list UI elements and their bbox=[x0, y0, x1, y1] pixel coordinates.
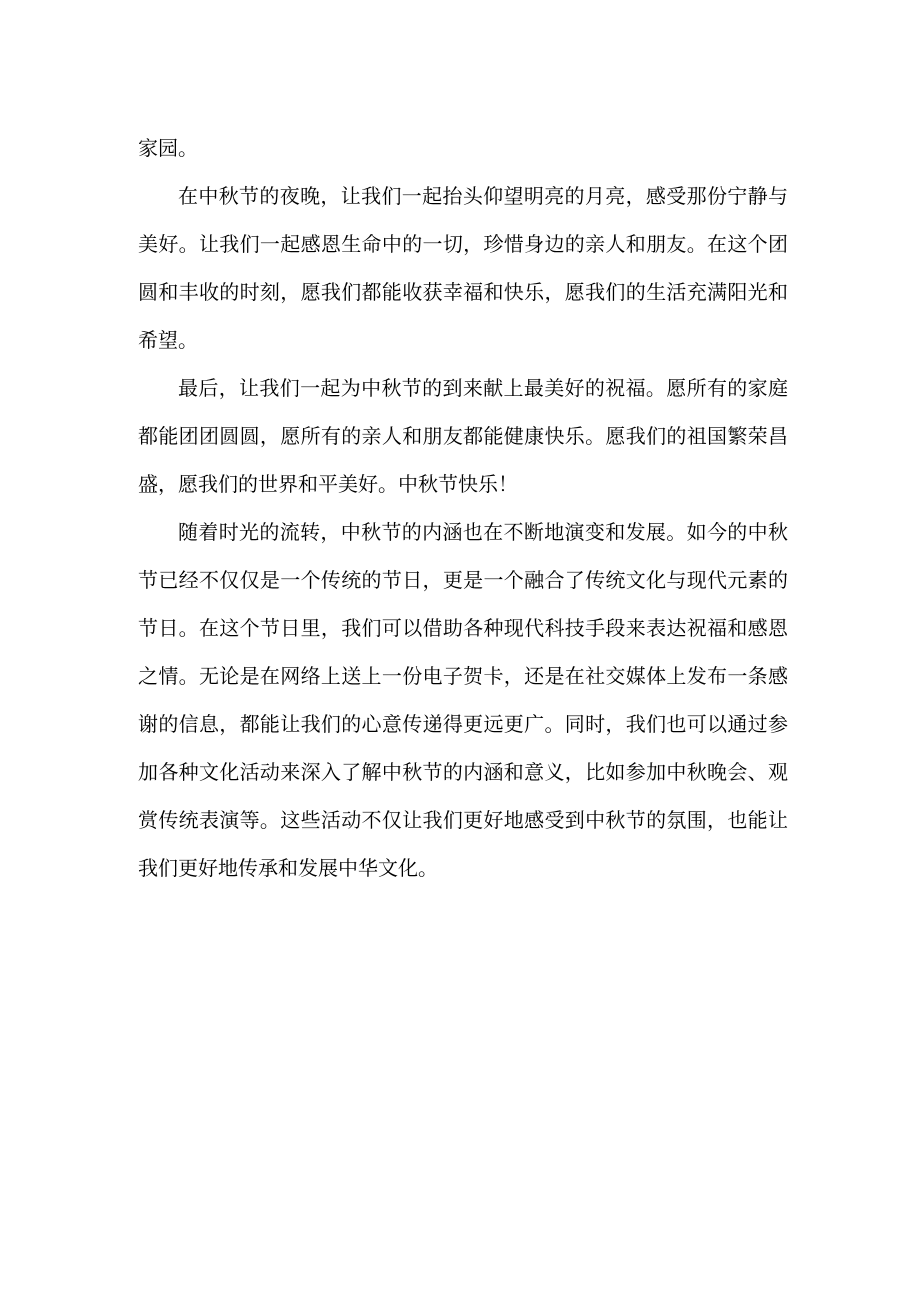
document-body bbox=[138, 124, 788, 892]
paragraph-blessings: 最后，让我们一起为中秋节的到来献上最美好的祝福。愿所有的家庭都能团团圆圆，愿所有的亲人和朋友都能健康快乐。愿我们的祖国繁荣昌盛，愿我们的世界和平美好。中秋节快乐！ bbox=[138, 376, 788, 496]
paragraph-mid-autumn-night: 在中秋节的夜晚，让我们一起抬头仰望明亮的月亮，感受那份宁静与美好。让我们一起感恩生命中的一切，珍惜身边的亲人和朋友。在这个团圆和丰收的时刻，愿我们都能收获幸福和快乐，愿我们的生活充满阳光和希望。 bbox=[138, 184, 788, 352]
paragraph-continuation: 家园。 bbox=[138, 136, 198, 160]
paragraph-evolution: 随着时光的流转，中秋节的内涵也在不断地演变和发展。如今的中秋节已经不仅仅是一个传统的节日，更是一个融合了传统文化与现代元素的节日。在这个节日里，我们可以借助各种现代科技手段来表达祝福和感恩之情。无论是在网络上送上一份电子贺卡，还是在社交媒体上发布一条感谢的信息，都能让我们的心意传递得更远更广。同时，我们也可以通过参加各种文化活动来深入了解中秋节的内涵和意义，比如参加中秋晚会、观赏传统表演等。这些活动不仅让我们更好地感受到中秋节的氛围，也能让我们更好地传承和发展中华文化。 bbox=[138, 520, 788, 880]
